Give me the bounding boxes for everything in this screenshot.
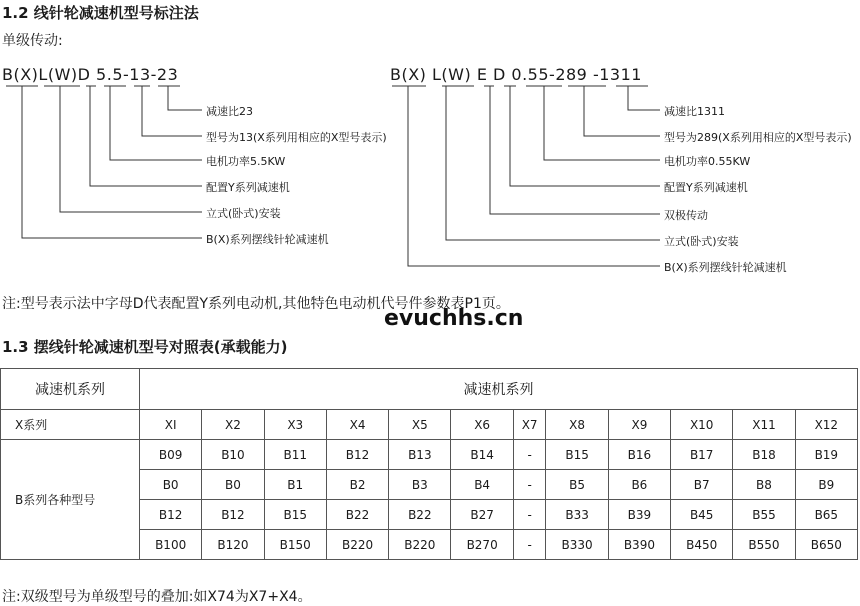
x-cell: X5 <box>389 410 451 440</box>
double-label-model: 型号为289(X系列用相应的X型号表示) <box>664 131 852 144</box>
b-cell: B270 <box>451 530 513 560</box>
b-cell: B550 <box>733 530 795 560</box>
b-cell: B22 <box>326 500 388 530</box>
section-1-3-title: 1.3 摆线针轮减速机型号对照表(承载能力) <box>2 338 288 356</box>
b-cell: B330 <box>546 530 608 560</box>
b-cell: B65 <box>795 500 857 530</box>
b-cell: B9 <box>795 470 857 500</box>
b-cell: B22 <box>389 500 451 530</box>
x-cell: X7 <box>513 410 546 440</box>
b-cell: B15 <box>264 500 326 530</box>
b-cell: - <box>513 440 546 470</box>
x-cell: XI <box>140 410 202 440</box>
b-cell: B19 <box>795 440 857 470</box>
b-series-label: B系列各种型号 <box>1 440 140 560</box>
b-cell: B120 <box>202 530 264 560</box>
b-cell: B12 <box>202 500 264 530</box>
b-cell: - <box>513 470 546 500</box>
section-1-2-title: 1.2 线针轮减速机型号标注法 <box>2 4 199 22</box>
single-label-series: B(X)系列摆线针轮减速机 <box>206 233 329 246</box>
x-cell: X10 <box>671 410 733 440</box>
model-comparison-table <box>0 368 858 560</box>
header-left-cell: 减速机系列 <box>1 369 140 410</box>
x-cell: X4 <box>326 410 388 440</box>
table-row-x <box>1 410 858 440</box>
note-motor-code: 注:型号表示法中字母D代表配置Y系列电动机,其他特色电动机代号件参数表P1页。 <box>2 296 510 312</box>
b-cell: B45 <box>671 500 733 530</box>
b-cell: B220 <box>326 530 388 560</box>
b-cell: B4 <box>451 470 513 500</box>
b-cell: B27 <box>451 500 513 530</box>
x-series-label: X系列 <box>1 410 140 440</box>
x-cell: X12 <box>795 410 857 440</box>
single-label-power: 电机功率5.5KW <box>206 155 286 168</box>
model-diagram-lines <box>0 0 860 300</box>
b-cell: B8 <box>733 470 795 500</box>
x-cell: X8 <box>546 410 608 440</box>
single-label-mount: 立式(卧式)安装 <box>206 207 281 220</box>
x-cell: X9 <box>608 410 670 440</box>
b-cell: B14 <box>451 440 513 470</box>
section-1-2-subtitle: 单级传动: <box>2 33 63 49</box>
b-cell: B390 <box>608 530 670 560</box>
b-cell: B650 <box>795 530 857 560</box>
b-cell: B09 <box>140 440 202 470</box>
b-cell: B12 <box>326 440 388 470</box>
double-stage-model-code: B(X) L(W) E D 0.55-289 -1311 <box>390 65 642 84</box>
single-label-motor: 配置Y系列减速机 <box>206 181 290 194</box>
single-label-ratio: 减速比23 <box>206 105 253 118</box>
double-label-motor: 配置Y系列减速机 <box>664 181 748 194</box>
x-cell: X11 <box>733 410 795 440</box>
b-cell: B12 <box>140 500 202 530</box>
x-cell: X2 <box>202 410 264 440</box>
b-cell: B1 <box>264 470 326 500</box>
double-label-mount: 立式(卧式)安装 <box>664 235 739 248</box>
double-label-ratio: 减速比1311 <box>664 105 725 118</box>
b-cell: B150 <box>264 530 326 560</box>
b-cell: B17 <box>671 440 733 470</box>
single-label-model: 型号为13(X系列用相应的X型号表示) <box>206 131 387 144</box>
b-cell: B11 <box>264 440 326 470</box>
b-cell: B2 <box>326 470 388 500</box>
b-cell: B55 <box>733 500 795 530</box>
b-cell: B100 <box>140 530 202 560</box>
table-header-row <box>1 369 858 410</box>
note-double-stage: 注:双级型号为单级型号的叠加:如X74为X7+X4。 <box>2 589 312 605</box>
b-cell: B450 <box>671 530 733 560</box>
b-cell: B18 <box>733 440 795 470</box>
b-cell: B5 <box>546 470 608 500</box>
b-cell: - <box>513 500 546 530</box>
double-label-series: B(X)系列摆线针轮减速机 <box>664 261 787 274</box>
b-cell: B6 <box>608 470 670 500</box>
double-label-stage: 双极传动 <box>664 209 708 222</box>
double-label-power: 电机功率0.55KW <box>664 155 751 168</box>
x-cell: X3 <box>264 410 326 440</box>
b-cell: - <box>513 530 546 560</box>
b-cell: B7 <box>671 470 733 500</box>
b-cell: B39 <box>608 500 670 530</box>
b-cell: B10 <box>202 440 264 470</box>
x-cell: X6 <box>451 410 513 440</box>
single-stage-model-code: B(X)L(W)D 5.5-13-23 <box>2 65 179 84</box>
b-cell: B220 <box>389 530 451 560</box>
b-cell: B0 <box>202 470 264 500</box>
header-right-cell: 减速机系列 <box>140 369 858 410</box>
b-cell: B3 <box>389 470 451 500</box>
watermark: evuchhs.cn <box>384 306 524 331</box>
b-cell: B16 <box>608 440 670 470</box>
b-cell: B15 <box>546 440 608 470</box>
b-cell: B33 <box>546 500 608 530</box>
table-row-b1 <box>1 440 858 470</box>
b-cell: B13 <box>389 440 451 470</box>
b-cell: B0 <box>140 470 202 500</box>
